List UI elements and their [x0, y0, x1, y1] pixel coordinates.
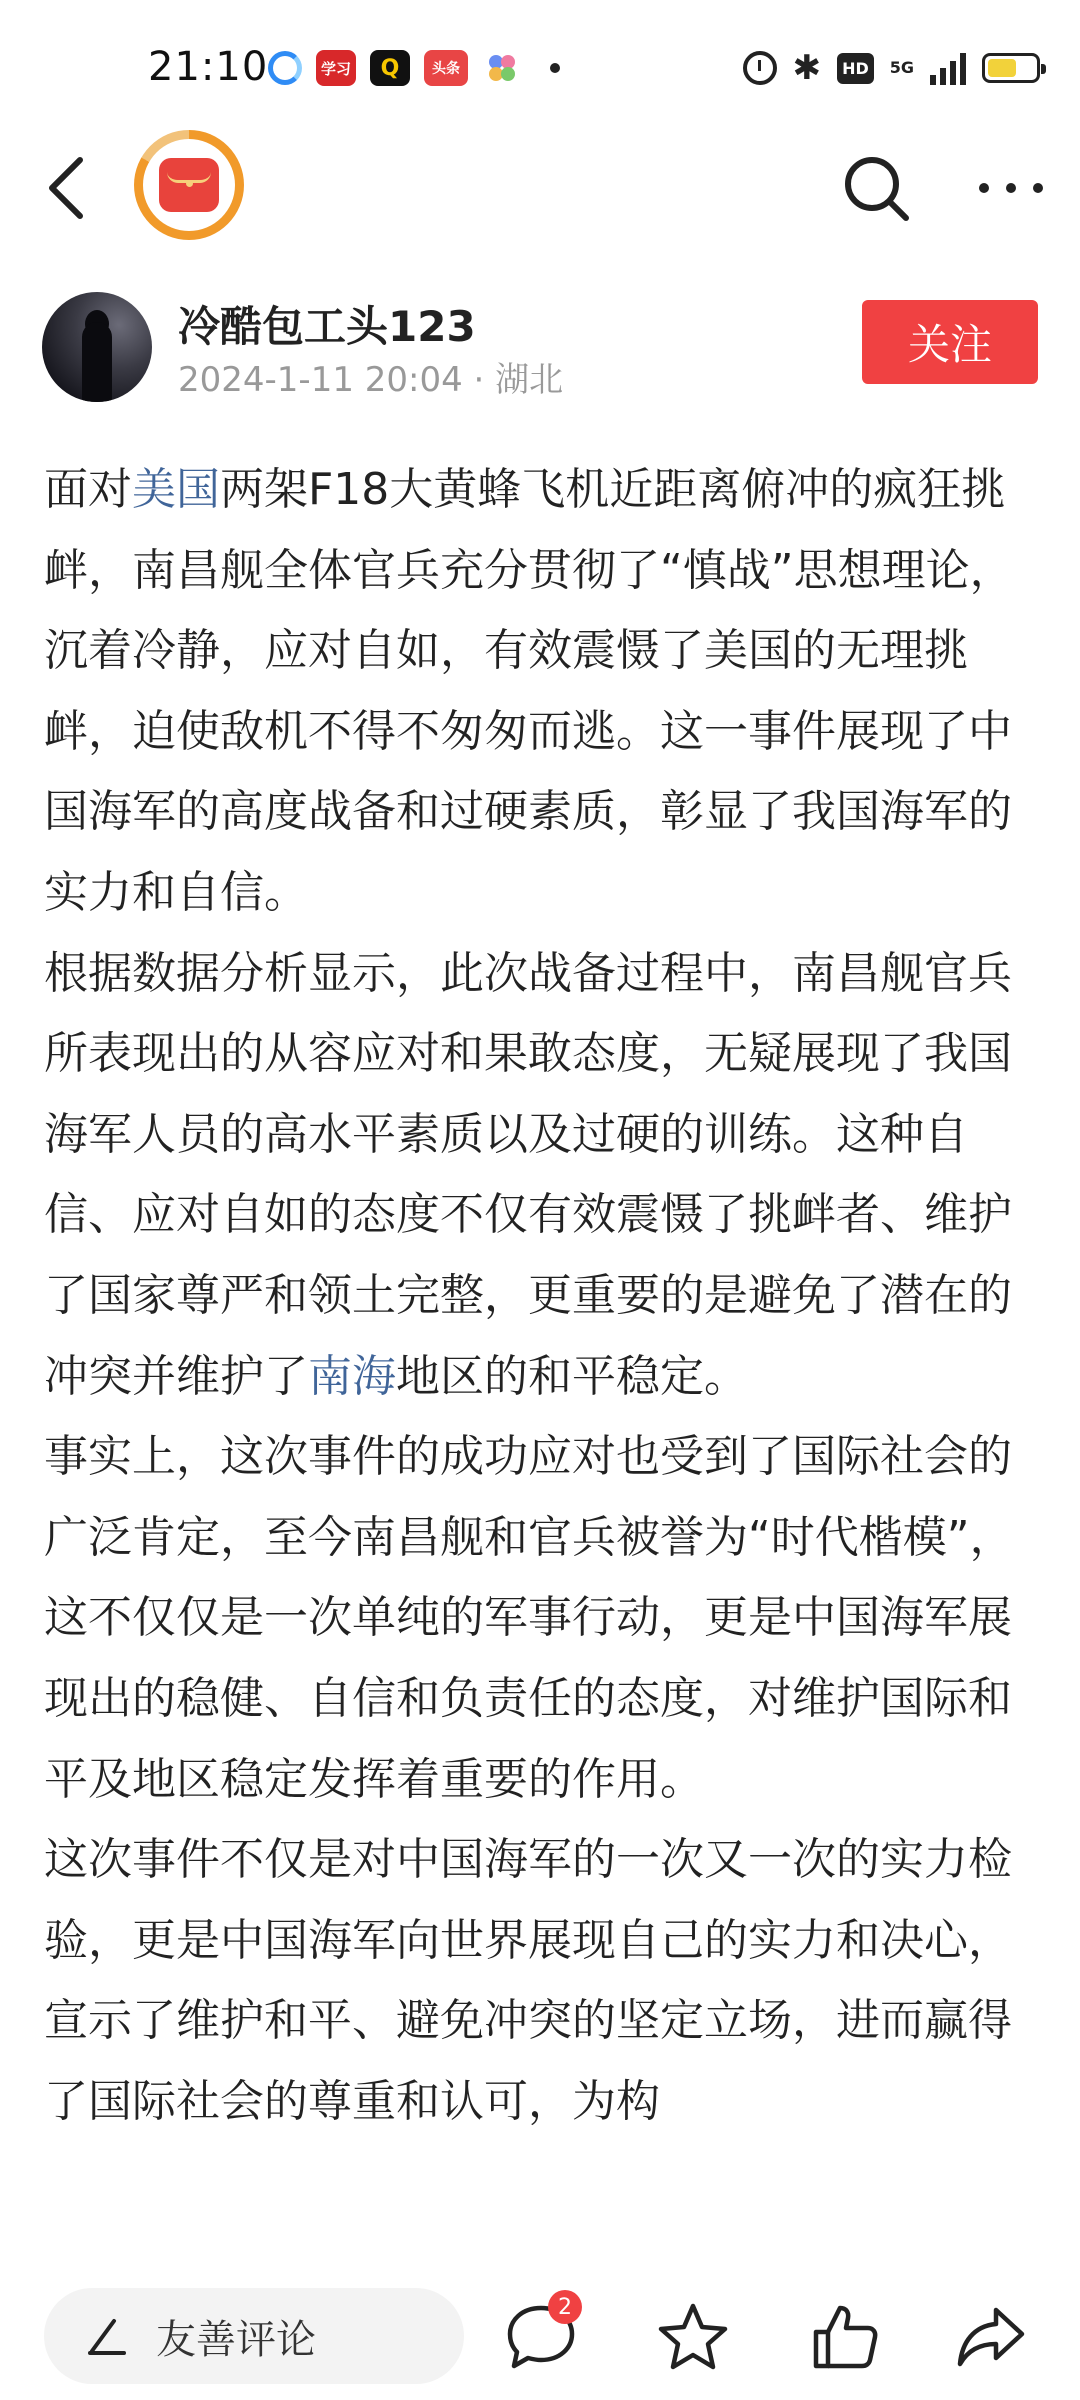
browser-icon — [268, 51, 302, 85]
flower-icon — [482, 50, 522, 86]
red-packet-logo-icon[interactable] — [134, 130, 244, 240]
comment-input[interactable] — [44, 2288, 464, 2384]
network-type: 5G — [889, 58, 914, 77]
battery-level — [988, 59, 1016, 77]
comment-placeholder: 友善评论 — [156, 2316, 316, 2363]
like-button[interactable] — [806, 2298, 884, 2376]
search-icon — [836, 148, 916, 228]
star-icon — [654, 2298, 732, 2376]
more-dots-icon — [966, 148, 1056, 228]
pen-icon — [84, 2313, 130, 2359]
post-meta: 2024-1-11 20:04 · 湖北 — [178, 360, 564, 400]
battery-icon — [982, 53, 1040, 83]
back-arrow-icon — [30, 148, 110, 228]
topic-link-south-china-sea[interactable]: 南海 — [308, 1350, 396, 1402]
status-bar — [0, 0, 1080, 130]
status-time: 21:10 — [148, 44, 269, 90]
paragraph-4: 这次事件不仅是对中国海军的一次又一次的实力检验，更是中国海军向世界展现自己的实力和决心，宣示了维护和平、避免冲突的坚定立场，进而赢得了国际社会的尊重和认可，为构 — [44, 1834, 1012, 2127]
toutiao-icon: 头条 — [424, 50, 468, 86]
avatar[interactable] — [42, 292, 152, 402]
more-notifications-dot-icon — [550, 63, 560, 73]
signal-icon — [930, 51, 966, 85]
bottom-action-bar — [0, 2270, 1080, 2400]
xuexi-icon: 学习 — [316, 50, 356, 86]
search-button[interactable] — [836, 148, 916, 228]
hd-icon: HD — [837, 53, 874, 84]
favorite-button[interactable] — [654, 2298, 732, 2376]
share-button[interactable] — [952, 2298, 1030, 2376]
alarm-icon — [743, 51, 777, 85]
paragraph-2: 根据数据分析显示，此次战备过程中，南昌舰官兵所表现出的从容应对和果敢态度，无疑展现了我国海军人员的高水平素质以及过硬的训练。这种自信、应对自如的态度不仅有效震慑了挑衅者、维护了国家尊严和领土完整，更重要的是避免了潜在的冲突并维护了南海地区的和平稳定。 — [44, 947, 1012, 1402]
thumbs-up-icon — [806, 2298, 884, 2376]
paragraph-1: 面对美国两架F18大黄蜂飞机近距离俯冲的疯狂挑衅，南昌舰全体官兵充分贯彻了“慎战”思想理论，沉着冷静，应对自如，有效震慑了美国的无理挑衅，迫使敌机不得不匆匆而逃。这一事件展现了中国海军的高度战备和过硬素质，彰显了我国海军的实力和自信。 — [44, 464, 1014, 918]
more-options-button[interactable] — [966, 148, 1056, 228]
back-button[interactable] — [30, 148, 110, 228]
share-arrow-icon — [952, 2298, 1030, 2376]
topic-link-usa[interactable]: 美国 — [132, 464, 220, 515]
article-body — [44, 450, 1044, 2270]
comment-count-badge: 2 — [548, 2290, 582, 2324]
top-nav — [0, 130, 1080, 250]
bluetooth-icon: ✱ — [792, 48, 822, 88]
follow-button[interactable]: 关注 — [862, 300, 1038, 384]
paragraph-3: 事实上，这次事件的成功应对也受到了国际社会的广泛肯定，至今南昌舰和官兵被誉为“时代楷模”，这不仅仅是一次单纯的军事行动，更是中国海军展现出的稳健、自信和负责任的态度，对维护国际和平及地区稳定发挥着重要的作用。 — [44, 1431, 1014, 1805]
q-app-icon: Q — [370, 50, 410, 86]
system-icons — [743, 48, 1040, 88]
notification-icons — [268, 50, 560, 86]
author-row — [0, 280, 1080, 410]
author-name[interactable]: 冷酷包工头123 — [178, 302, 476, 351]
